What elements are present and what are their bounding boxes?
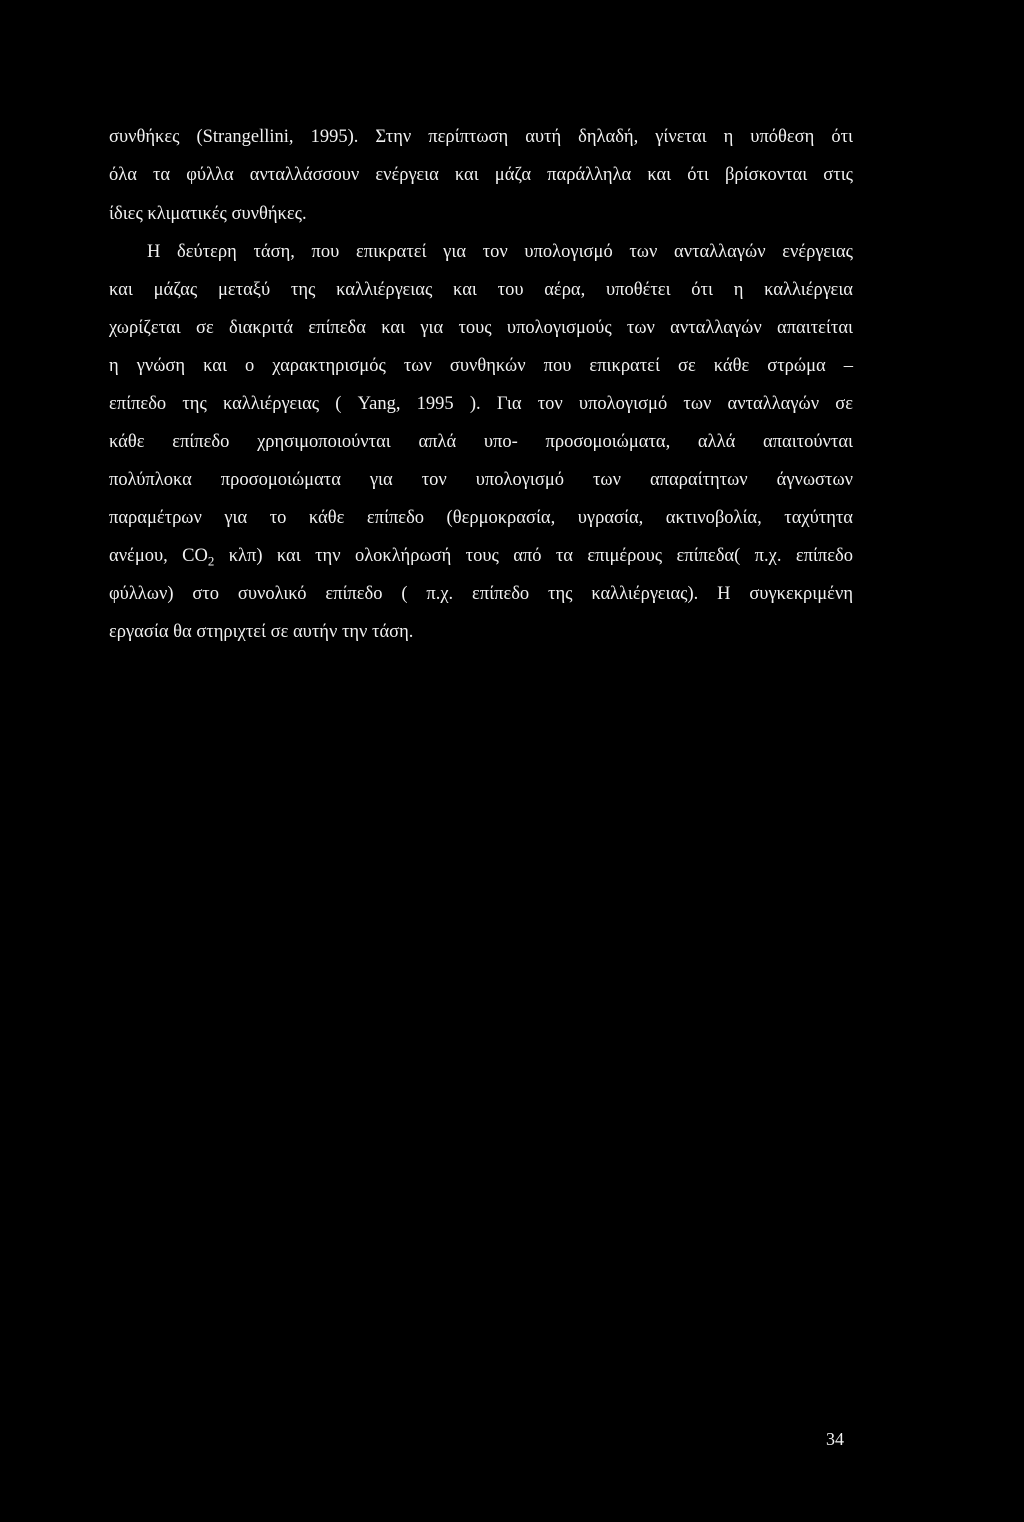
text-line: φύλλων) στο συνολικό επίπεδο ( π.χ. επίπεδο της καλλιέργειας). Η συγκεκριμένη bbox=[109, 584, 853, 604]
text-line: παραμέτρων για το κάθε επίπεδο (θερμοκρασία, υγρασία, ακτινοβολία, ταχύτητα bbox=[109, 508, 853, 528]
text-line: επίπεδο της καλλιέργειας ( Yang, 1995 ). Για τον υπολογισμό των ανταλλαγών σε bbox=[109, 394, 853, 414]
text-line: ίδιες κλιματικές συνθήκες. bbox=[109, 204, 307, 224]
text-segment: κλπ) και την ολοκλήρωσή τους από τα επιμέρους επίπεδα( π.χ. επίπεδο bbox=[214, 546, 853, 566]
text-line: η γνώση και ο χαρακτηρισμός των συνθηκών που επικρατεί σε κάθε στρώμα – bbox=[109, 356, 853, 376]
page-number: 34 bbox=[826, 1429, 844, 1449]
text-line: κάθε επίπεδο χρησιμοποιούνται απλά υπο- προσομοιώματα, αλλά απαιτούνται bbox=[109, 432, 853, 452]
text-line: πολύπλοκα προσομοιώματα για τον υπολογισμό των απαραίτητων άγνωστων bbox=[109, 470, 853, 490]
text-line: χωρίζεται σε διακριτά επίπεδα και για τους υπολογισμούς των ανταλλαγών απαιτείται bbox=[109, 318, 853, 338]
text-line: συνθήκες (Strangellini, 1995). Στην περίπτωση αυτή δηλαδή, γίνεται η υπόθεση ότι bbox=[109, 127, 853, 147]
text-segment: ανέμου, CO bbox=[109, 546, 208, 566]
text-line: εργασία θα στηριχτεί σε αυτήν την τάση. bbox=[109, 622, 414, 642]
text-line: όλα τα φύλλα ανταλλάσσουν ενέργεια και μάζα παράλληλα και ότι βρίσκονται στις bbox=[109, 165, 853, 185]
text-line: και μάζας μεταξύ της καλλιέργειας και του αέρα, υποθέτει ότι η καλλιέργεια bbox=[109, 280, 853, 300]
subscript: 2 bbox=[207, 553, 215, 569]
paragraph-first-line: Η δεύτερη τάση, που επικρατεί για τον υπολογισμό των ανταλλαγών ενέργειας bbox=[147, 242, 853, 262]
text-line-co2 bbox=[109, 545, 853, 573]
